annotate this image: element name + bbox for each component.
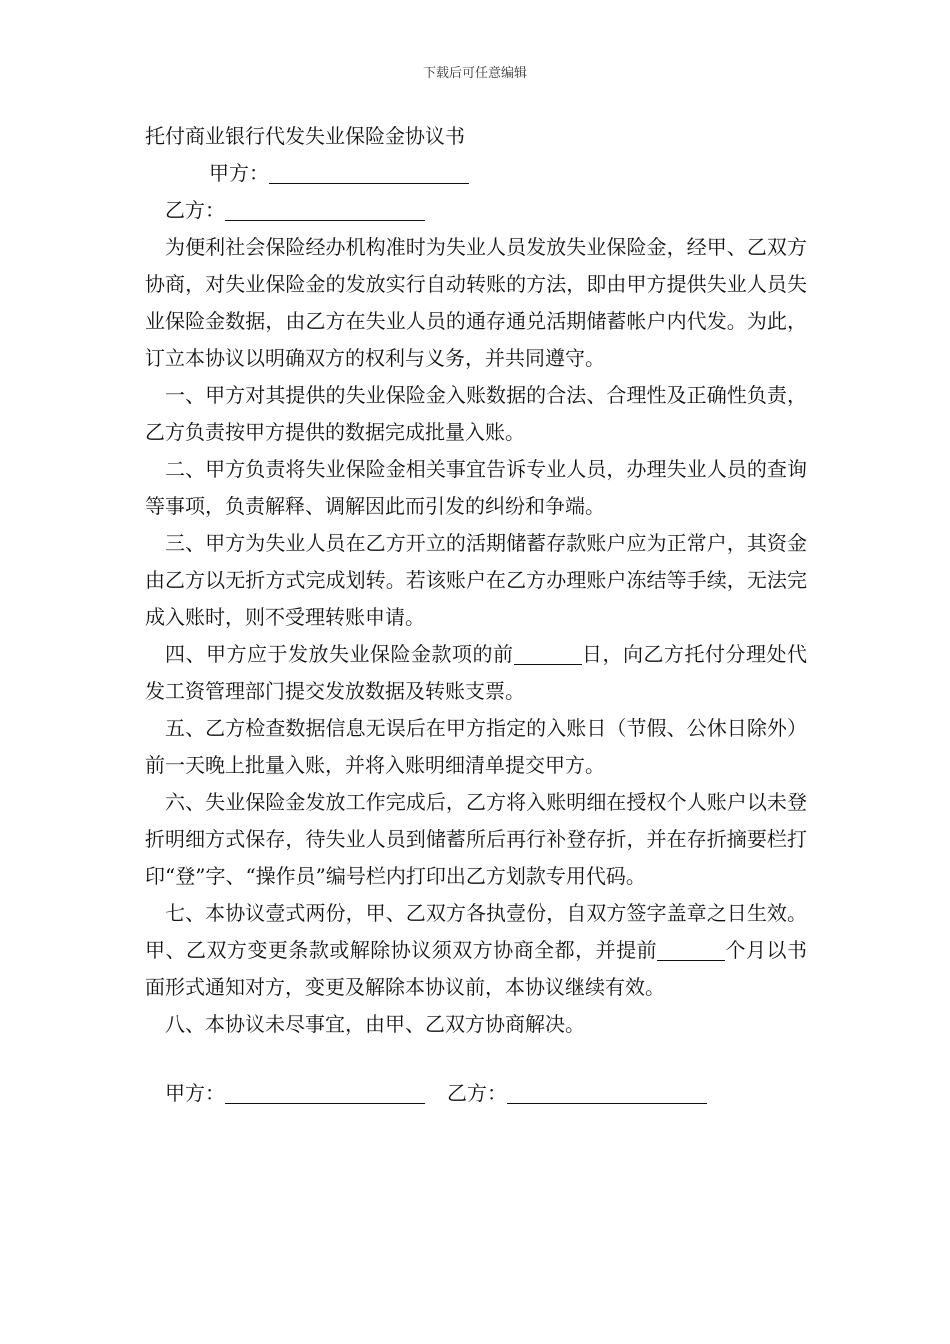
clause-4: [145, 636, 807, 710]
party-b-line: [145, 192, 807, 229]
clause-4-text-after: 日，向乙方托付分理处代发工资管理部门提交发放数据及转账支票。: [145, 642, 807, 703]
party-a-label: 甲方：: [209, 161, 269, 185]
signature-party-a-blank: [225, 1079, 425, 1104]
signature-party-b-label: 乙方：: [447, 1081, 507, 1105]
clause-2: 二、甲方负责将失业保险金相关事宜告诉专业人员，办理失业人员的查询等事项，负责解释、调解因此而引发的纠纷和争端。: [145, 457, 807, 518]
signature-party-b-blank: [507, 1079, 707, 1104]
document-title: 托付商业银行代发失业保险金协议书: [145, 124, 465, 148]
clause-7-months-blank-a: [657, 936, 671, 961]
clause-8: 八、本协议未尽事宜，由甲、乙双方协商解决。: [165, 1012, 585, 1036]
signature-party-a-label: 甲方：: [165, 1081, 225, 1105]
document-body: [145, 118, 807, 1132]
page-header-note: 下载后可任意编辑: [422, 66, 527, 81]
party-a-blank: [269, 159, 469, 184]
intro-paragraph: 为便利社会保险经办机构准时为失业人员发放失业保险金，经甲、乙双方协商，对失业保险金的发放实行自动转账的方法，即由甲方提供失业人员失业保险金数据，由乙方在失业人员的通存通兑活期储蓄帐户内代发。为此，订立本协议以明确双方的权利与义务，并共同遵守。: [145, 235, 807, 370]
clause-3: 三、甲方为失业人员在乙方开立的活期储蓄存款账户应为正常户，其资金由乙方以无折方式完成划转。若该账户在乙方办理账户冻结等手续，无法完成入账时，则不受理转账申请。: [145, 531, 807, 629]
party-b-label: 乙方：: [165, 198, 225, 222]
clause-6: 六、失业保险金发放工作完成后，乙方将入账明细在授权个人账户以未登折明细方式保存，待失业人员到储蓄所后再行补登存折，并在存折摘要栏打印“登”字、“操作员”编号栏内打印出乙方划款专用代码。: [145, 790, 807, 888]
clause-7: [145, 895, 807, 1006]
clause-5: 五、乙方检查数据信息无误后在甲方指定的入账日（节假、公休日除外）前一天晚上批量入账，并将入账明细清单提交甲方。: [145, 716, 807, 777]
clause-7-text-after: 个月以书面形式通知对方，变更及解除本协议前，本协议继续有效。: [145, 938, 808, 999]
clause-1: 一、甲方对其提供的失业保险金入账数据的合法、合理性及正确性负责，乙方负责按甲方提供的数据完成批量入账。: [145, 383, 807, 444]
clause-4-text-before: 四、甲方应于发放失业保险金款项的前: [165, 642, 514, 666]
clause-7-text-before: 七、本协议壹式两份，甲、乙双方各执壹份，自双方签字盖章之日生效。甲、乙双方变更条款或解除协议须双方协商全都，并提前: [145, 901, 807, 962]
clause-7-months-blank-b: [671, 936, 725, 961]
party-a-line: [145, 155, 807, 192]
signature-line: [145, 1075, 807, 1112]
clause-4-days-blank: [514, 640, 582, 665]
party-b-blank: [225, 196, 425, 221]
